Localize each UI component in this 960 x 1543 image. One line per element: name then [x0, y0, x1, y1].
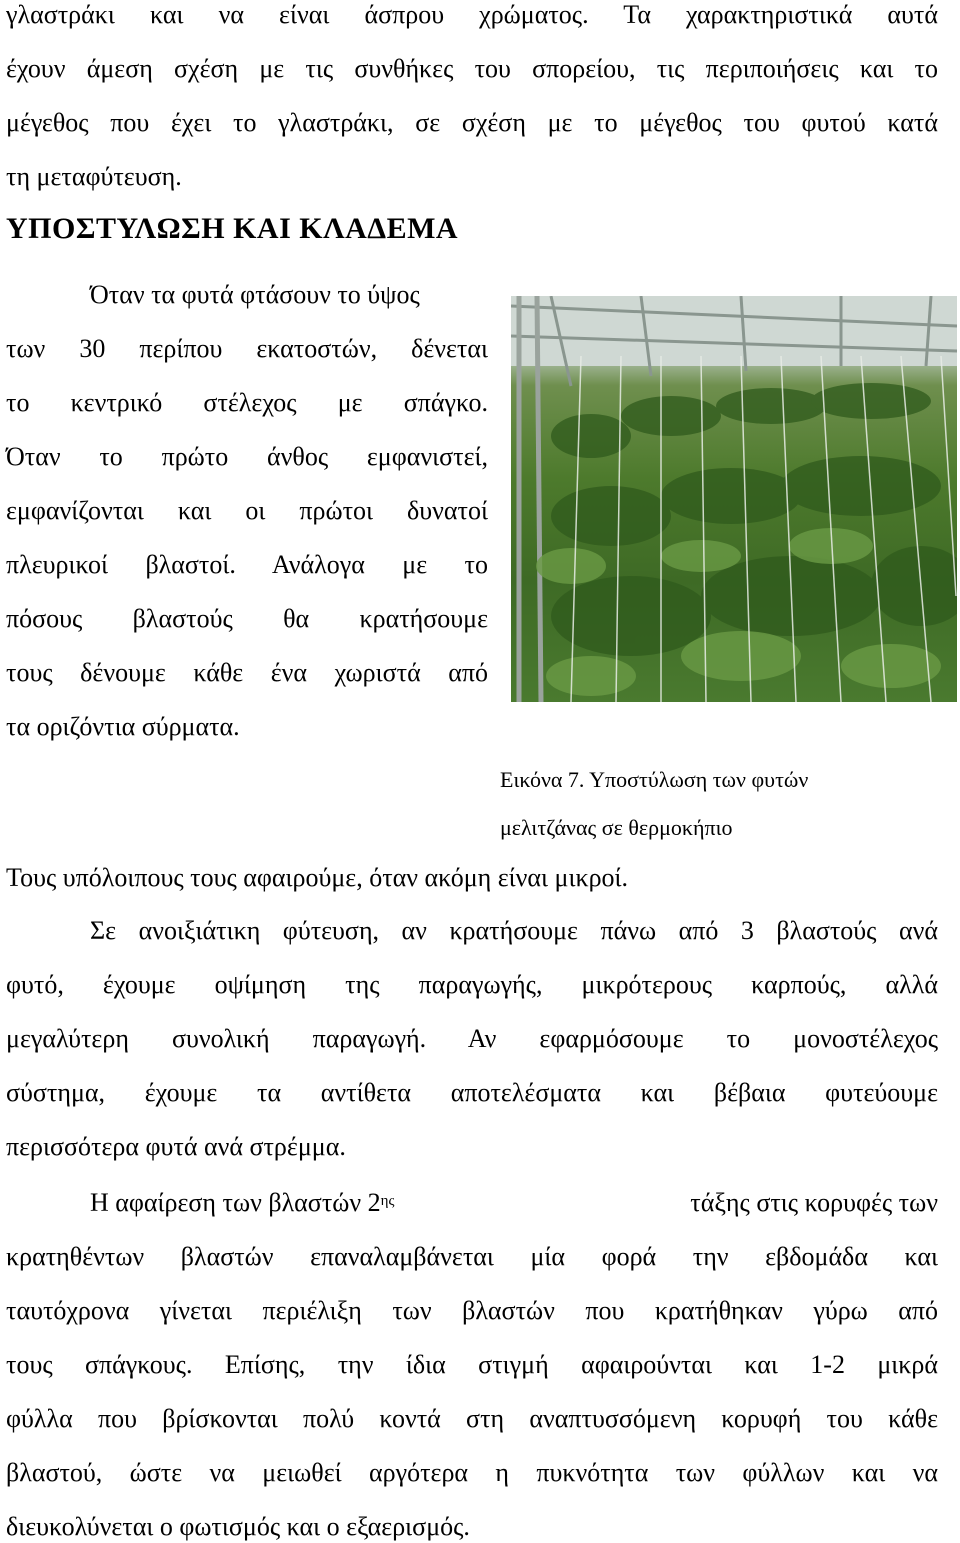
para3-line-4: τους σπάγκους. Επίσης, την ίδια στιγμή αφαιρούνται και 1-2 μικρά — [6, 1350, 938, 1379]
figure-caption-line-1: Εικόνα 7. Υποστύλωση των φυτών — [500, 767, 809, 792]
para3-line-1-pre: Η αφαίρεση των βλαστών 2 — [90, 1188, 381, 1217]
para2-line-5: περισσότερα φυτά ανά στρέμμα. — [6, 1132, 346, 1161]
para3-line-7: διευκολύνεται ο φωτισμός και ο εξαερισμός. — [6, 1512, 470, 1541]
side-line-3: το κεντρικό στέλεχος με σπάγκο. — [6, 388, 488, 417]
side-line-1: Όταν τα φυτά φτάσουν το ύψος — [90, 280, 420, 309]
para3-line-3: ταυτόχρονα γίνεται περιέλιξη των βλαστών που κρατήθηκαν γύρω από — [6, 1296, 938, 1325]
para3-line-2: κρατηθέντων βλαστών επαναλαμβάνεται μία φορά την εβδομάδα και — [6, 1242, 938, 1271]
side-line-5: εμφανίζονται και οι πρώτοι δυνατοί — [6, 496, 488, 525]
greenhouse-eggplant-photo — [511, 296, 957, 702]
para2-line-3: μεγαλύτερη συνολική παραγωγή. Αν εφαρμόσουμε το μονοστέλεχος — [6, 1024, 938, 1053]
ordinal-suffix: ης — [380, 1193, 395, 1209]
side-line-8: τους δένουμε κάθε ένα χωριστά από — [6, 658, 488, 687]
intro-line-1: γλαστράκι και να είναι άσπρου χρώματος. Τα χαρακτηριστικά αυτά — [6, 0, 938, 29]
para3-line-5: φύλλα που βρίσκονται πολύ κοντά στη αναπτυσσόμενη κορυφή του κάθε — [6, 1404, 938, 1433]
para2-line-2: φυτό, έχουμε οψίμηση της παραγωγής, μικρότερους καρπούς, αλλά — [6, 970, 938, 999]
side-line-2: των 30 περίπου εκατοστών, δένεται — [6, 334, 488, 363]
para3-line-1-start — [90, 1188, 394, 1218]
para3-line-6: βλαστού, ώστε να μειωθεί αργότερα η πυκνότητα των φύλλων και να — [6, 1458, 938, 1487]
after-line-1: Τους υπόλοιπους τους αφαιρούμε, όταν ακόμη είναι μικροί. — [6, 863, 629, 892]
para2-line-1: Σε ανοιξιάτικη φύτευση, αν κρατήσουμε πάνω από 3 βλαστούς ανά — [90, 916, 938, 945]
intro-line-3: μέγεθος που έχει το γλαστράκι, σε σχέση με το μέγεθος του φυτού κατά — [6, 108, 938, 137]
para3-line-1 — [90, 1188, 938, 1218]
side-line-4: Όταν το πρώτο άνθος εμφανιστεί, — [6, 442, 488, 471]
figure-caption-line-2: μελιτζάνας σε θερμοκήπιο — [500, 815, 733, 840]
para3-line-1-post: τάξης στις κορυφές των — [690, 1188, 938, 1217]
side-line-6: πλευρικοί βλαστοί. Ανάλογα με το — [6, 550, 488, 579]
intro-line-4: τη μεταφύτευση. — [6, 162, 182, 191]
side-line-7: πόσους βλαστούς θα κρατήσουμε — [6, 604, 488, 633]
side-line-9: τα οριζόντια σύρματα. — [6, 712, 240, 741]
intro-line-2: έχουν άμεση σχέση με τις συνθήκες του σπορείου, τις περιποιήσεις και το — [6, 54, 938, 83]
para2-line-4: σύστημα, έχουμε τα αντίθετα αποτελέσματα και βέβαια φυτεύουμε — [6, 1078, 938, 1107]
section-heading: ΥΠΟΣΤΥΛΩΣΗ ΚΑΙ ΚΛΑΔΕΜΑ — [6, 212, 459, 245]
